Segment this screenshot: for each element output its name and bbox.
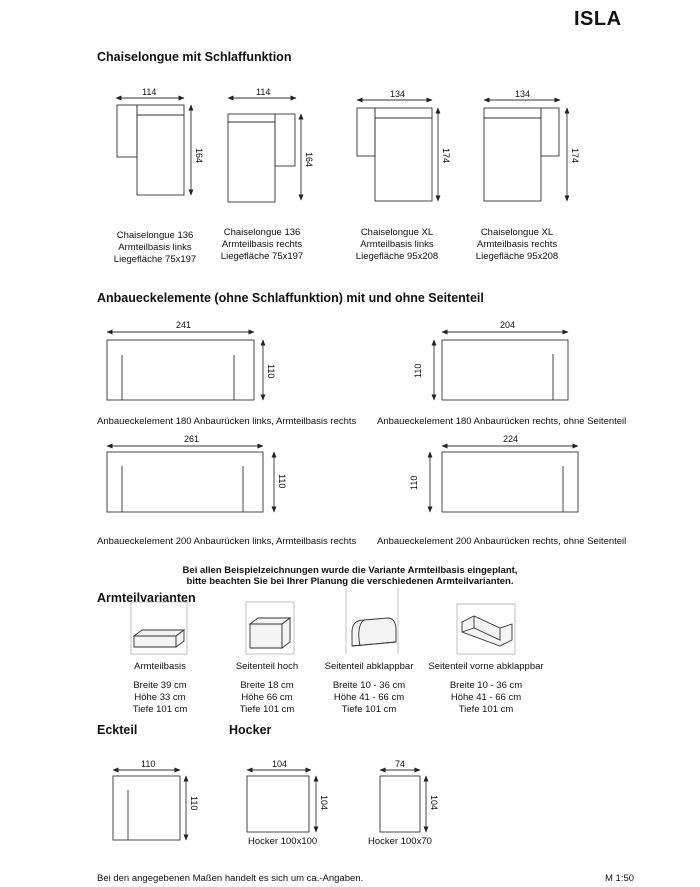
eckteil-width-label: 110 [141,759,156,769]
chaise-drawing-3 [357,89,451,201]
chaise-3-width-label: 134 [390,89,406,99]
hocker-2-width-label: 74 [395,759,406,769]
chaise-2-width-label: 114 [256,87,271,97]
armteil-name: Seitenteil abklappbar [324,661,414,672]
armteil-caption-2 [212,661,322,716]
anbau-caption-4: Anbaueckelement 200 Anbaurücken rechts, ohne Seitenteil [377,536,627,547]
planning-note [150,565,550,587]
anbau-3-depth-label: 110 [277,474,287,489]
caption-line: Armteilbasis rechts [476,239,558,250]
anbau-1-width-label: 241 [176,320,192,330]
footer-disclaimer: Bei den angegebenen Maßen handelt es sich um ca.-Angaben. [97,873,364,884]
hocker-drawing-2 [380,759,439,832]
caption-line: Chaiselongue 136 [116,230,194,241]
chaise-drawing-1 [116,87,204,195]
hocker-caption-2: Hocker 100x70 [368,836,432,847]
armteil-spec: Breite 18 cm [240,680,294,691]
caption-line: Chaiselongue XL [360,227,434,238]
chaise-caption-4 [462,227,572,263]
seitenteil-vorne-abklappbar-icon [457,604,515,654]
chaise-2-depth-label: 164 [304,152,314,168]
section-heading-chaise: Chaiselongue mit Schlaffunktion [97,50,292,64]
armteil-spec: Höhe 33 cm [134,692,186,703]
note-line: bitte beachten Sie bei Ihrer Planung die verschiedenen Armteilvarianten. [186,576,514,587]
chaise-drawing-2 [228,87,314,202]
anbau-2-depth-label: 110 [413,363,423,378]
armteil-spec: Tiefe 101 cm [132,704,188,715]
armteil-spec: Höhe 66 cm [241,692,293,703]
caption-line: Armteilbasis links [118,242,192,253]
seitenteil-hoch-icon [246,602,294,654]
hocker-2-depth-label: 104 [429,795,439,811]
eckteil-depth-label: 110 [189,796,199,811]
chaise-drawing-4 [484,89,580,201]
hocker-drawing-1 [247,759,329,832]
anbau-drawing-3 [107,434,287,512]
hocker-caption-1: Hocker 100x100 [248,836,318,847]
anbau-4-width-label: 224 [503,434,519,444]
footer-scale: M 1:50 [605,873,635,884]
armteil-spec: Breite 10 - 36 cm [332,680,406,691]
chaise-caption-2 [207,227,317,263]
anbau-caption-2: Anbaueckelement 180 Anbaurücken rechts, ohne Seitenteil [377,416,627,427]
anbau-drawing-2 [413,320,568,400]
armteil-spec: Tiefe 101 cm [458,704,514,715]
anbau-2-width-label: 204 [500,320,516,330]
section-heading-armteil: Armteilvarianten [97,591,196,605]
hocker-1-depth-label: 104 [319,795,329,811]
anbau-3-width-label: 261 [184,434,200,444]
chaise-4-depth-label: 174 [570,148,580,164]
anbau-drawing-1 [107,320,276,400]
caption-line: Liegefläche 75x197 [113,254,197,265]
armteil-spec: Tiefe 101 cm [341,704,397,715]
armteil-name: Seitenteil hoch [235,661,299,672]
eckteil-drawing [113,759,199,840]
armteil-spec: Breite 10 - 36 cm [449,680,523,691]
anbau-4-depth-label: 110 [409,475,419,490]
caption-line: Chaiselongue 136 [223,227,301,238]
anbau-caption-3: Anbaueckelement 200 Anbaurücken links, Armteilbasis rechts [97,536,357,547]
armteil-caption-1 [105,661,215,716]
armteil-spec: Breite 39 cm [133,680,187,691]
section-heading-eckteil: Eckteil [97,723,138,737]
note-line: Bei allen Beispielzeichnungen wurde die Variante Armteilbasis eingeplant, [182,565,518,576]
chaise-1-depth-label: 164 [194,148,204,164]
anbau-1-depth-label: 110 [266,364,276,379]
section-heading-hocker: Hocker [229,723,272,737]
armteil-spec: Höhe 41 - 66 cm [450,692,522,703]
hocker-1-width-label: 104 [272,759,288,769]
armteil-caption-4 [421,661,551,716]
armteil-name: Armteilbasis [134,661,186,672]
caption-line: Liegefläche 75x197 [220,251,304,262]
anbau-caption-1: Anbaueckelement 180 Anbaurücken links, Armteilbasis rechts [97,416,357,427]
chaise-1-width-label: 114 [142,87,157,97]
chaise-caption-1 [100,230,210,266]
armteil-spec: Tiefe 101 cm [239,704,295,715]
caption-line: Chaiselongue XL [480,227,554,238]
armteil-spec: Höhe 41 - 66 cm [333,692,405,703]
armteil-name: Seitenteil vorne abklappbar [428,661,544,672]
armteil-caption-3 [314,661,424,716]
chaise-4-width-label: 134 [515,89,531,99]
chaise-caption-3 [342,227,452,263]
anbau-drawing-4 [409,434,578,512]
page-title: ISLA [574,8,622,30]
chaise-3-depth-label: 174 [441,148,451,164]
caption-line: Armteilbasis links [360,239,434,250]
section-heading-anbau: Anbaueckelemente (ohne Schlaffunktion) mit und ohne Seitenteil [97,291,484,305]
armteilbasis-icon [131,602,187,654]
caption-line: Liegefläche 95x208 [475,251,559,262]
caption-line: Liegefläche 95x208 [355,251,439,262]
caption-line: Armteilbasis rechts [221,239,303,250]
seitenteil-abklappbar-icon [346,588,398,654]
